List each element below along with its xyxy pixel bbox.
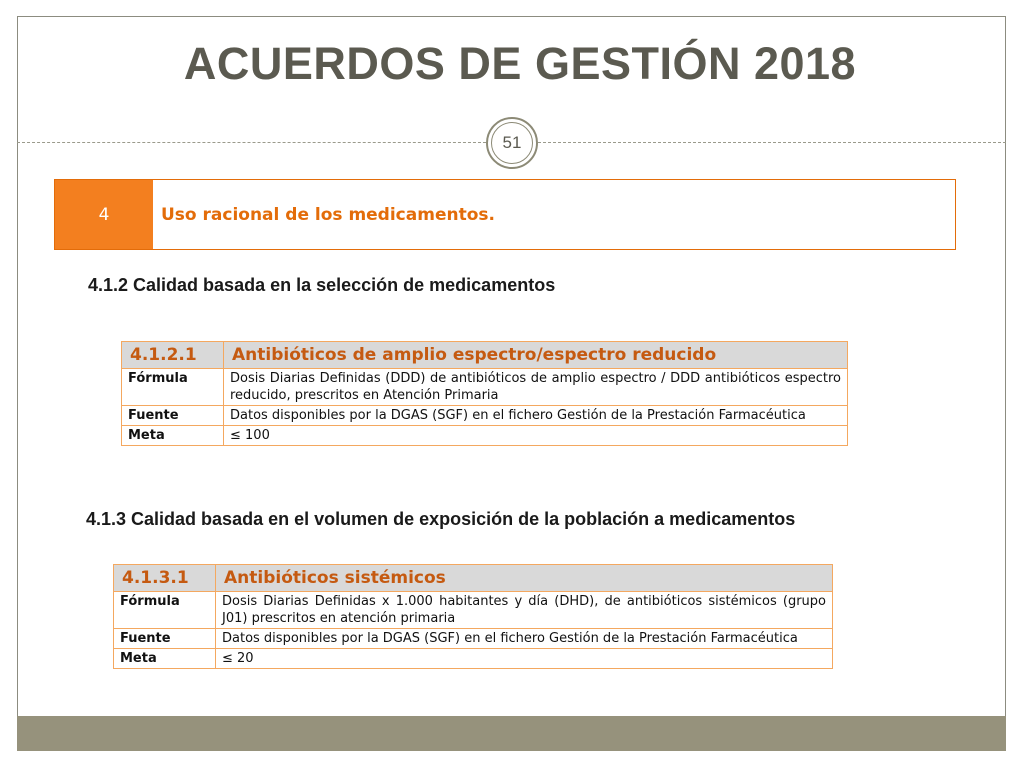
goal-label: Meta — [122, 426, 224, 446]
indicator-table-1 — [121, 341, 848, 446]
goal-text: ≤ 20 — [216, 649, 833, 669]
indicator-code: 4.1.2.1 — [122, 342, 224, 369]
source-label: Fuente — [122, 406, 224, 426]
goal-label: Meta — [114, 649, 216, 669]
section1-heading: 4.1.2 Calidad basada en la selección de medicamentos — [88, 275, 556, 295]
indicator-code: 4.1.3.1 — [114, 565, 216, 592]
page-number: 51 — [491, 122, 533, 164]
slide-title: ACUERDOS DE GESTIÓN 2018 — [183, 38, 857, 89]
formula-text: Dosis Diarias Definidas (DDD) de antibióticos de amplio espectro / DDD antibióticos espectro reducido, prescritos en Atención Primaria — [224, 369, 848, 406]
indicator-name: Antibióticos sistémicos — [216, 565, 833, 592]
topic-title: Uso racional de los medicamentos. — [161, 204, 495, 225]
section2-heading: 4.1.3 Calidad basada en el volumen de exposición de la población a medicamentos — [86, 509, 796, 529]
divider-left — [17, 142, 486, 143]
indicator-table-2 — [113, 564, 833, 669]
source-text: Datos disponibles por la DGAS (SGF) en el fichero Gestión de la Prestación Farmacéutica — [224, 406, 848, 426]
footer-bar — [17, 716, 1006, 751]
formula-text: Dosis Diarias Definidas x 1.000 habitantes y día (DHD), de antibióticos sistémicos (grupo J01) prescritos en atención primaria — [216, 592, 833, 629]
source-label: Fuente — [114, 629, 216, 649]
goal-text: ≤ 100 — [224, 426, 848, 446]
source-text: Datos disponibles por la DGAS (SGF) en el fichero Gestión de la Prestación Farmacéutica — [216, 629, 833, 649]
divider-right — [538, 142, 1006, 143]
topic-header — [54, 179, 956, 250]
topic-number: 4 — [55, 180, 153, 249]
indicator-name: Antibióticos de amplio espectro/espectro reducido — [224, 342, 848, 369]
formula-label: Fórmula — [122, 369, 224, 406]
page-number-badge — [486, 117, 538, 169]
formula-label: Fórmula — [114, 592, 216, 629]
